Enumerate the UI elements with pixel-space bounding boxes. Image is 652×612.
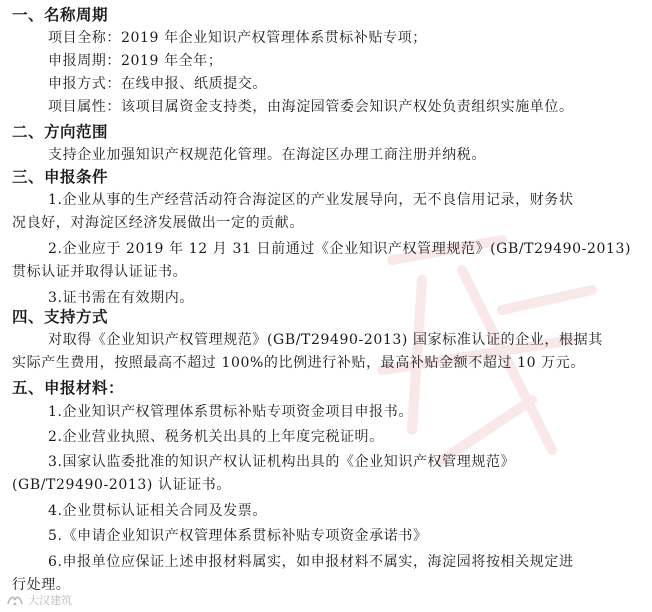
- paragraph-line: 支持企业加强知识产权规范化管理。在海淀区办理工商注册并纳税。: [48, 147, 486, 163]
- footer-watermark: [6, 592, 72, 608]
- section-conditions: [0, 164, 631, 310]
- paragraph-line: 申报周期：2019 年全年；: [48, 53, 223, 69]
- section-heading: 一、名称周期: [12, 6, 109, 24]
- paragraph-line: 项目属性：该项目属资金支持类，由海淀园管委会知识产权处负责组织实施单位。: [48, 99, 574, 115]
- list-item: 5.《申请企业知识产权管理体系贯标补贴专项资金承诺书》: [48, 528, 428, 544]
- section-heading: 二、方向范围: [12, 123, 109, 141]
- list-item-continuation: (GB/T29490-2013) 认证证书。: [12, 477, 231, 493]
- section-heading: 五、申报材料：: [12, 379, 125, 397]
- logo-icon: [6, 593, 24, 607]
- section-heading: 四、支持方式: [12, 308, 109, 326]
- paragraph-line-continuation: 实际产生费用，按照最高不超过 100%的比例进行补贴，最高补贴金额不超过 10 万元。: [12, 355, 585, 371]
- list-item-continuation: 况良好，对海淀区经济发展做出一定的贡献。: [12, 215, 304, 231]
- paragraph-line: 申报方式：在线申报、纸质提交。: [48, 76, 267, 92]
- paragraph-line: 对取得《企业知识产权管理规范》(GB/T29490-2013) 国家标准认证的企业，根据其: [48, 332, 603, 348]
- list-item: 1.企业从事的生产经营活动符合海淀区的产业发展导向，无不良信用记录，财务状: [48, 192, 574, 208]
- list-item-continuation: 贯标认证并取得认证证书。: [12, 264, 188, 280]
- list-item: 1.企业知识产权管理体系贯标补贴专项资金项目申报书。: [48, 404, 413, 420]
- list-item-continuation: 行处理。: [12, 577, 71, 593]
- list-item: 3.证书需在有效期内。: [48, 290, 194, 306]
- section-support-method: [0, 304, 603, 375]
- list-item: 2.企业应于 2019 年 12 月 31 日前通过《企业知识产权管理规范》(GB/T29490-2013): [48, 241, 632, 257]
- section-direction-scope: [0, 119, 486, 167]
- list-item: 4.企业贯标认证相关合同及发票。: [48, 503, 267, 519]
- list-item: 2.企业营业执照、税务机关出具的上年度完税证明。: [48, 429, 384, 445]
- list-item: 3.国家认监委批准的知识产权认证机构出具的《企业知识产权管理规范》: [48, 454, 516, 470]
- paragraph-line: 项目全称：2019 年企业知识产权管理体系贯标补贴专项；: [48, 30, 427, 46]
- section-materials: [0, 375, 574, 597]
- watermark-text: 大汉建筑: [28, 594, 72, 607]
- list-item: 6.申报单位应保证上述申报材料属实，如申报材料不属实，海淀园将按相关规定进: [48, 554, 574, 570]
- section-name-period: [0, 2, 574, 119]
- section-heading: 三、申报条件: [12, 168, 109, 186]
